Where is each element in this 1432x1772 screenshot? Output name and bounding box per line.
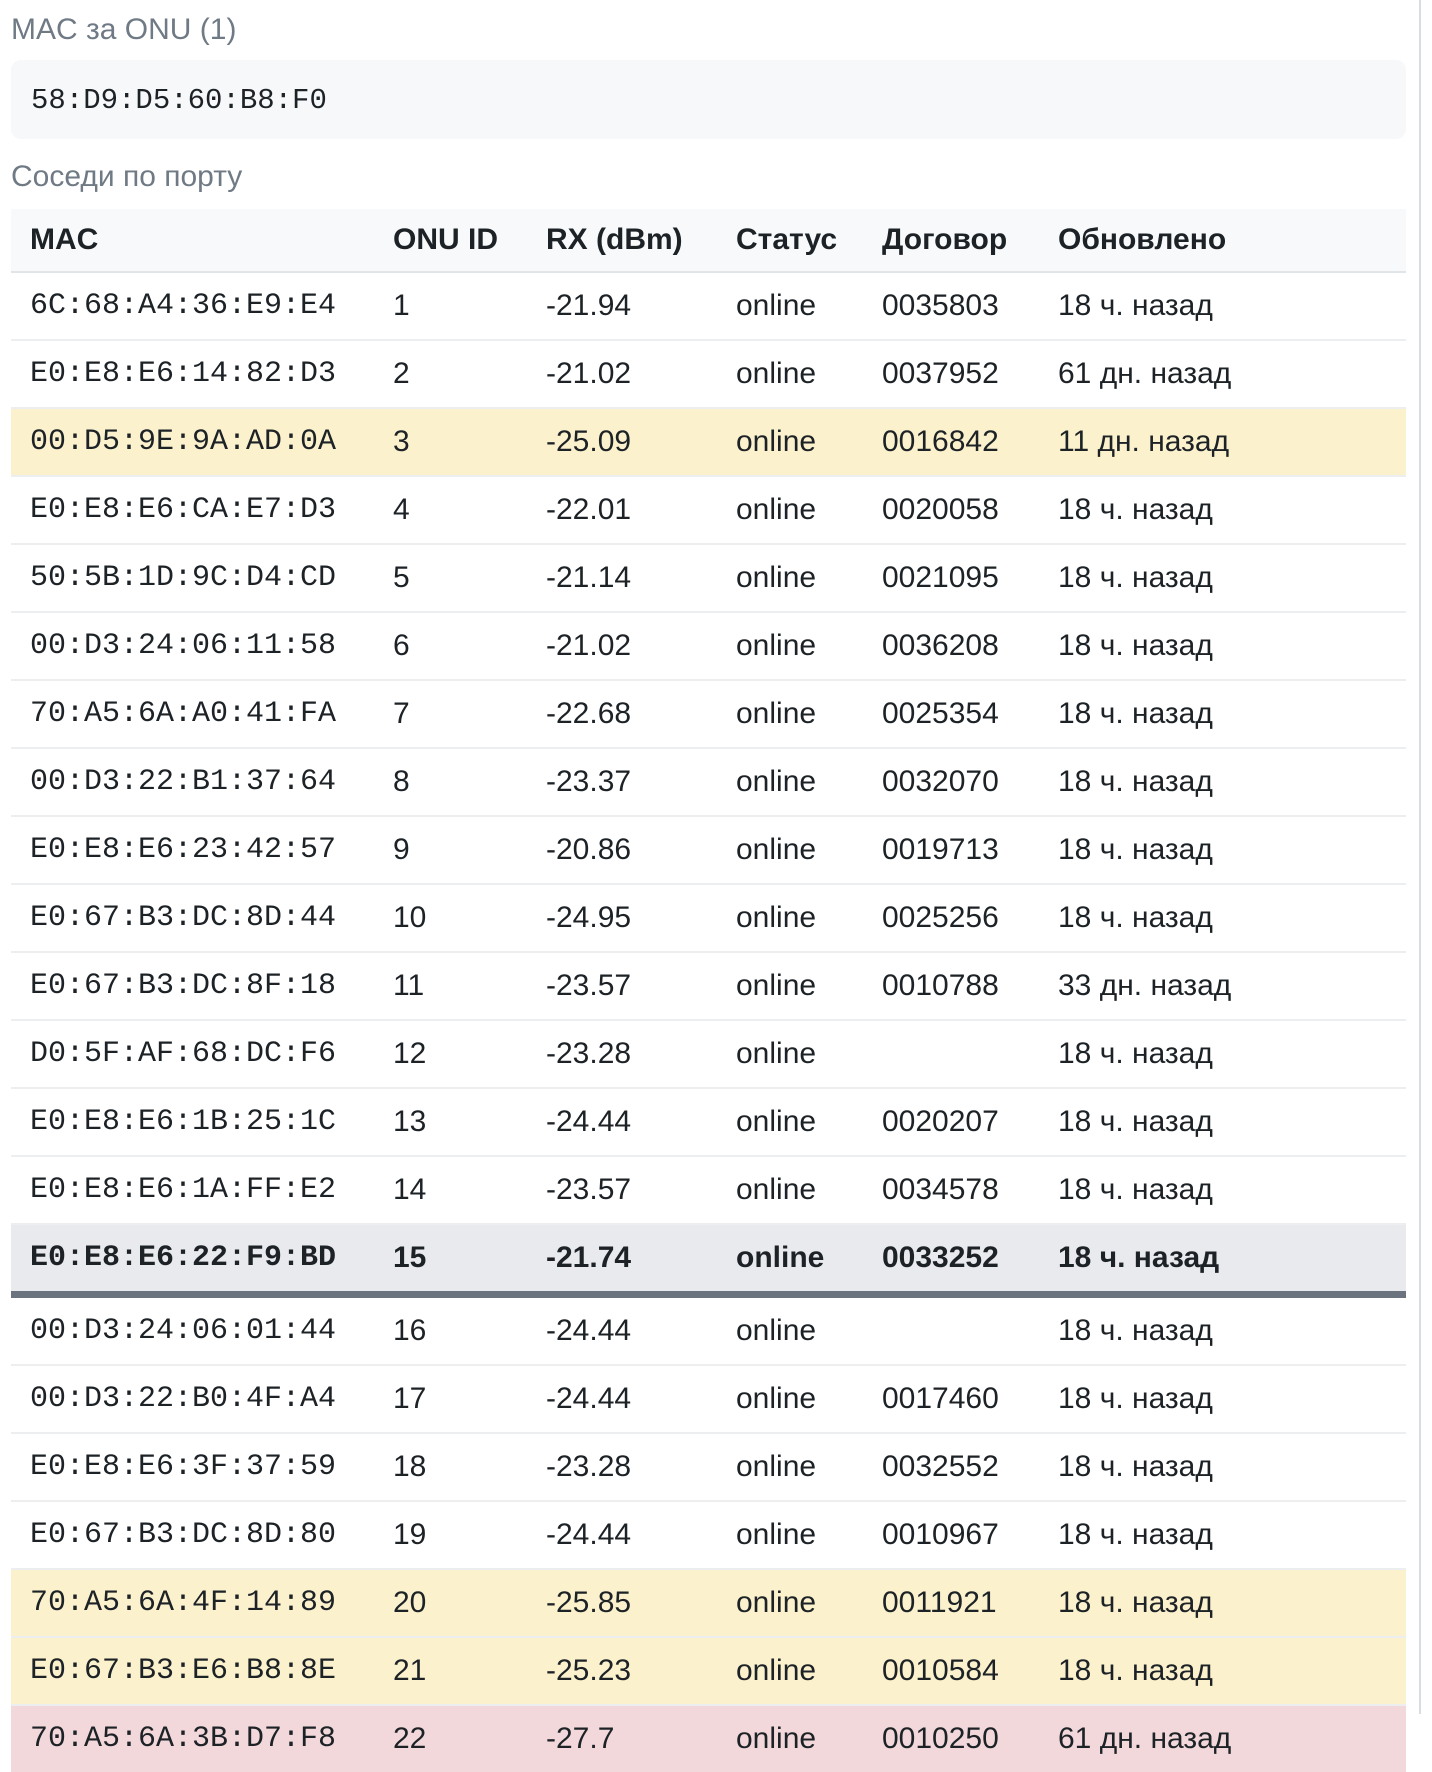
table-row[interactable] [11,1433,1406,1501]
contract-cell: 0010967 [882,1518,999,1551]
mac-cell: E0:67:B3:E6:B8:8E [30,1654,337,1688]
status-cell: online [736,765,817,798]
onu-id-cell: 18 [393,1450,427,1483]
status-cell: online [736,357,817,390]
status-cell: online [736,629,817,662]
mac-value-box [11,60,1406,139]
table-row[interactable] [11,748,1406,816]
mac-cell: 70:A5:6A:3B:D7:F8 [30,1722,337,1756]
updated-cell: 18 ч. назад [1058,493,1213,526]
table-row[interactable] [11,1295,1406,1366]
table-row[interactable] [11,408,1406,476]
column-header-rx-dbm: RX (dBm) [527,209,717,272]
neighbors-section-title: Соседи по порту [11,160,243,193]
updated-cell: 18 ч. назад [1058,1450,1213,1483]
updated-cell: 18 ч. назад [1058,1173,1213,1206]
rx-dbm-cell: -27.7 [546,1722,615,1755]
onu-id-cell: 14 [393,1173,427,1206]
onu-id-cell: 11 [393,969,425,1002]
updated-cell: 18 ч. назад [1058,833,1213,866]
table-row[interactable] [11,612,1406,680]
table-row[interactable] [11,1501,1406,1569]
onu-id-cell: 10 [393,901,427,934]
rx-dbm-cell: -24.95 [546,901,632,934]
rx-dbm-cell: -22.01 [546,493,632,526]
status-cell: online [736,1241,825,1274]
onu-id-cell: 20 [393,1586,427,1619]
table-body [11,272,1406,1772]
mac-cell: E0:E8:E6:14:82:D3 [30,357,337,391]
mac-cell: 00:D5:9E:9A:AD:0A [30,425,337,459]
updated-cell: 11 дн. назад [1058,425,1230,458]
updated-cell: 18 ч. назад [1058,1382,1213,1415]
column-header-onu-id: ONU ID [374,209,527,272]
rx-dbm-cell: -23.57 [546,1173,632,1206]
page-edge-divider [1419,0,1421,1714]
table-row[interactable] [11,1637,1406,1705]
rx-dbm-cell: -21.02 [546,357,632,390]
mac-cell: 50:5B:1D:9C:D4:CD [30,561,337,595]
neighbors-table [11,209,1406,1772]
table-row[interactable] [11,680,1406,748]
onu-id-cell: 22 [393,1722,427,1755]
status-cell: online [736,1382,817,1415]
column-header-mac: MAC [11,209,374,272]
contract-cell: 0017460 [882,1382,999,1415]
contract-cell: 0032070 [882,765,999,798]
updated-cell: 61 дн. назад [1058,1722,1232,1755]
updated-cell: 18 ч. назад [1058,1586,1213,1619]
onu-id-cell: 16 [393,1314,427,1347]
mac-cell: E0:E8:E6:CA:E7:D3 [30,493,337,527]
rx-dbm-cell: -23.37 [546,765,632,798]
rx-dbm-cell: -25.09 [546,425,632,458]
mac-cell: 70:A5:6A:A0:41:FA [30,697,337,731]
table-row[interactable] [11,1705,1406,1772]
updated-cell: 18 ч. назад [1058,901,1213,934]
table-row[interactable] [11,952,1406,1020]
updated-cell: 18 ч. назад [1058,697,1213,730]
contract-cell: 0019713 [882,833,999,866]
contract-cell: 0034578 [882,1173,999,1206]
onu-id-cell: 13 [393,1105,427,1138]
mac-cell: D0:5F:AF:68:DC:F6 [30,1037,337,1071]
table-row[interactable] [11,1365,1406,1433]
table-row[interactable] [11,1088,1406,1156]
contract-cell: 0010788 [882,969,999,1002]
onu-id-cell: 12 [393,1037,427,1070]
rx-dbm-cell: -24.44 [546,1518,632,1551]
table-row[interactable] [11,1156,1406,1224]
rx-dbm-cell: -21.74 [546,1241,632,1274]
onu-id-cell: 1 [393,289,410,322]
mac-cell: E0:E8:E6:3F:37:59 [30,1450,337,1484]
updated-cell: 18 ч. назад [1058,765,1213,798]
rx-dbm-cell: -23.57 [546,969,632,1002]
table-header-row [11,209,1406,272]
rx-dbm-cell: -23.28 [546,1037,632,1070]
table-row[interactable] [11,476,1406,544]
rx-dbm-cell: -23.28 [546,1450,632,1483]
mac-cell: E0:E8:E6:23:42:57 [30,833,337,867]
updated-cell: 18 ч. назад [1058,1314,1213,1347]
contract-cell [863,1295,1039,1366]
mac-cell: E0:67:B3:DC:8F:18 [30,969,337,1003]
contract-cell: 0033252 [882,1241,999,1274]
status-cell: online [736,697,817,730]
rx-dbm-cell: -25.85 [546,1586,632,1619]
updated-cell: 18 ч. назад [1058,1654,1213,1687]
contract-cell: 0035803 [882,289,999,322]
table-row[interactable] [11,1569,1406,1637]
rx-dbm-cell: -24.44 [546,1105,632,1138]
status-cell: online [736,1450,817,1483]
table-row[interactable] [11,1020,1406,1088]
onu-id-cell: 6 [393,629,410,662]
onu-mac-value: 58:D9:D5:60:B8:F0 [31,84,327,117]
updated-cell: 18 ч. назад [1058,1105,1213,1138]
table-row[interactable] [11,1224,1406,1295]
updated-cell: 18 ч. назад [1058,1518,1213,1551]
rx-dbm-cell: -21.94 [546,289,632,322]
table-row[interactable] [11,884,1406,952]
status-cell: online [736,1586,817,1619]
rx-dbm-cell: -21.02 [546,629,632,662]
status-cell: online [736,425,817,458]
onu-id-cell: 3 [393,425,410,458]
mac-cell: E0:67:B3:DC:8D:80 [30,1518,337,1552]
rx-dbm-cell: -22.68 [546,697,632,730]
updated-cell: 18 ч. назад [1058,289,1213,322]
onu-id-cell: 9 [393,833,410,866]
status-cell: online [736,1654,817,1687]
contract-cell: 0037952 [882,357,999,390]
updated-cell: 18 ч. назад [1058,629,1213,662]
onu-id-cell: 5 [393,561,410,594]
rx-dbm-cell: -24.44 [546,1382,632,1415]
updated-cell: 18 ч. назад [1058,1241,1220,1274]
status-cell: online [736,493,817,526]
column-header-status: Статус [717,209,863,272]
table-row[interactable] [11,544,1406,612]
onu-id-cell: 2 [393,357,410,390]
onu-id-cell: 8 [393,765,410,798]
mac-cell: 00:D3:22:B1:37:64 [30,765,337,799]
updated-cell: 18 ч. назад [1058,1037,1213,1070]
contract-cell: 0020207 [882,1105,999,1138]
mac-cell: E0:E8:E6:1B:25:1C [30,1105,337,1139]
onu-id-cell: 19 [393,1518,427,1551]
mac-cell: E0:E8:E6:22:F9:BD [30,1241,337,1275]
status-cell: online [736,1722,817,1755]
contract-cell: 0016842 [882,425,999,458]
mac-cell: E0:E8:E6:1A:FF:E2 [30,1173,337,1207]
updated-cell: 33 дн. назад [1058,969,1232,1002]
mac-cell: 00:D3:24:06:11:58 [30,629,337,663]
status-cell: online [736,1037,817,1070]
contract-cell: 0010250 [882,1722,999,1755]
status-cell: online [736,289,817,322]
contract-cell: 0025256 [882,901,999,934]
status-cell: online [736,1518,817,1551]
onu-id-cell: 21 [393,1654,427,1687]
status-cell: online [736,1314,817,1347]
status-cell: online [736,1105,817,1138]
contract-cell: 0020058 [882,493,999,526]
rx-dbm-cell: -21.14 [546,561,632,594]
updated-cell: 61 дн. назад [1058,357,1232,390]
status-cell: online [736,561,817,594]
contract-cell: 0032552 [882,1450,999,1483]
contract-cell: 0011921 [882,1586,997,1619]
column-header-contract: Договор [863,209,1039,272]
status-cell: online [736,901,817,934]
contract-cell: 0025354 [882,697,999,730]
status-cell: online [736,1173,817,1206]
rx-dbm-cell: -24.44 [546,1314,632,1347]
mac-cell: 00:D3:22:B0:4F:A4 [30,1382,337,1416]
rx-dbm-cell: -20.86 [546,833,632,866]
onu-id-cell: 17 [393,1382,427,1415]
contract-cell: 0010584 [882,1654,999,1687]
contract-cell: 0036208 [882,629,999,662]
table-row[interactable] [11,816,1406,884]
contract-cell [863,1020,1039,1088]
status-cell: online [736,969,817,1002]
column-header-updated: Обновлено [1039,209,1406,272]
status-cell: online [736,833,817,866]
table-row[interactable] [11,340,1406,408]
mac-section-title: MAC за ONU (1) [11,13,237,46]
mac-cell: 6C:68:A4:36:E9:E4 [30,289,337,323]
rx-dbm-cell: -25.23 [546,1654,632,1687]
updated-cell: 18 ч. назад [1058,561,1213,594]
onu-id-cell: 4 [393,493,410,526]
onu-id-cell: 7 [393,697,410,730]
mac-cell: E0:67:B3:DC:8D:44 [30,901,337,935]
mac-cell: 70:A5:6A:4F:14:89 [30,1586,337,1620]
mac-cell: 00:D3:24:06:01:44 [30,1314,337,1348]
table-row[interactable] [11,272,1406,340]
onu-id-cell: 15 [393,1241,427,1274]
contract-cell: 0021095 [882,561,999,594]
